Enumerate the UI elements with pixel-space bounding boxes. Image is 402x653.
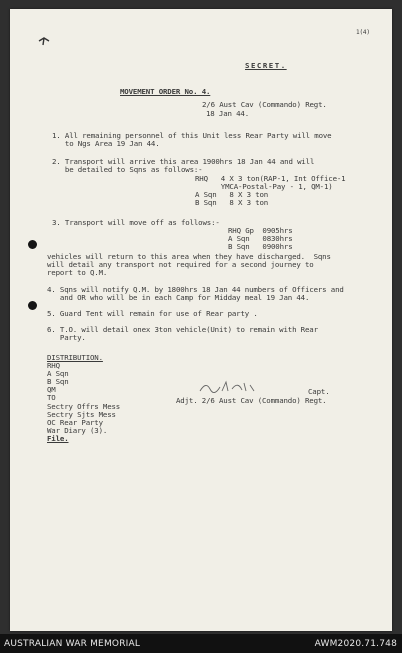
para6-line1: 6. T.O. will detail onex 3ton vehicle(Unit) to remain with Rear: [47, 325, 318, 334]
para3-heading: 3. Transport will move off as follows:-: [52, 218, 220, 227]
signatory-appointment: Adjt. 2/6 Aust Cav (Commando) Regt.: [176, 396, 327, 405]
distribution-item: Sectry Offrs Mess: [47, 402, 121, 411]
para6-line2: Party.: [47, 333, 86, 342]
transport-b-sqn: B Sqn 8 X 3 ton: [195, 198, 269, 207]
unit-name: 2/6 Aust Cav (Commando) Regt.: [202, 100, 327, 109]
para1-line2: to Ngs Area 19 Jan 44.: [52, 139, 160, 148]
transport-a-sqn: A Sqn 8 X 3 ton: [195, 190, 269, 199]
para2-line2: be detailed to Sqns as follows:-: [52, 165, 203, 174]
para1-line1: 1. All remaining personnel of this Unit less Rear Party will move: [52, 131, 332, 140]
move-a-sqn: A Sqn 0830hrs: [228, 234, 293, 243]
para4-line1: 4. Sqns will notify Q.M. by 1800hrs 18 Jan 44 numbers of Officers and: [47, 285, 344, 294]
move-rhq: RHQ Gp 0905hrs: [228, 226, 293, 235]
para5: 5. Guard Tent will remain for use of Rear party .: [47, 309, 258, 318]
distribution-item: B Sqn: [47, 377, 69, 386]
para2-line1: 2. Transport will arrive this area 1900hrs 18 Jan 44 and will: [52, 157, 315, 166]
distribution-item: Sectry Sjts Mess: [47, 410, 116, 419]
distribution-item: RHQ: [47, 361, 60, 370]
distribution-heading: DISTRIBUTION.: [47, 353, 103, 362]
classification: SECRET.: [245, 61, 287, 70]
move-b-sqn: B Sqn 0900hrs: [228, 242, 293, 251]
distribution-item: TO: [47, 393, 56, 402]
para3-line1: vehicles will return to this area when they have discharged. Sqns: [47, 252, 331, 261]
signatory-rank: Capt.: [308, 387, 330, 396]
distribution-item: OC Rear Party: [47, 418, 103, 427]
document-page: [10, 9, 392, 631]
page-number: 1(4): [356, 29, 370, 36]
document-date: 18 Jan 44.: [206, 109, 249, 118]
archive-footer: [0, 634, 402, 653]
para3-line2: will detail any transport not required for a second journey to: [47, 260, 314, 269]
punch-hole: [28, 301, 37, 310]
para4-line2: and OR who will be in each Camp for Midday meal 19 Jan 44.: [47, 293, 310, 302]
distribution-item: QM: [47, 385, 56, 394]
punch-hole: [28, 240, 37, 249]
archive-reference: AWM2020.71.748: [314, 639, 397, 649]
transport-rhq-line2: YMCA-Postal-Pay - 1, QM-1): [195, 182, 333, 191]
document-title: MOVEMENT ORDER No. 4.: [120, 87, 211, 96]
para3-line3: report to Q.M.: [47, 268, 108, 277]
distribution-item: File.: [47, 434, 69, 443]
ink-mark: [38, 31, 50, 50]
archive-name: AUSTRALIAN WAR MEMORIAL: [4, 639, 141, 649]
transport-rhq-line1: RHQ 4 X 3 ton(RAP-1, Int Office-1: [195, 174, 346, 183]
distribution-item: War Diary (3).: [47, 426, 108, 435]
distribution-item: A Sqn: [47, 369, 69, 378]
